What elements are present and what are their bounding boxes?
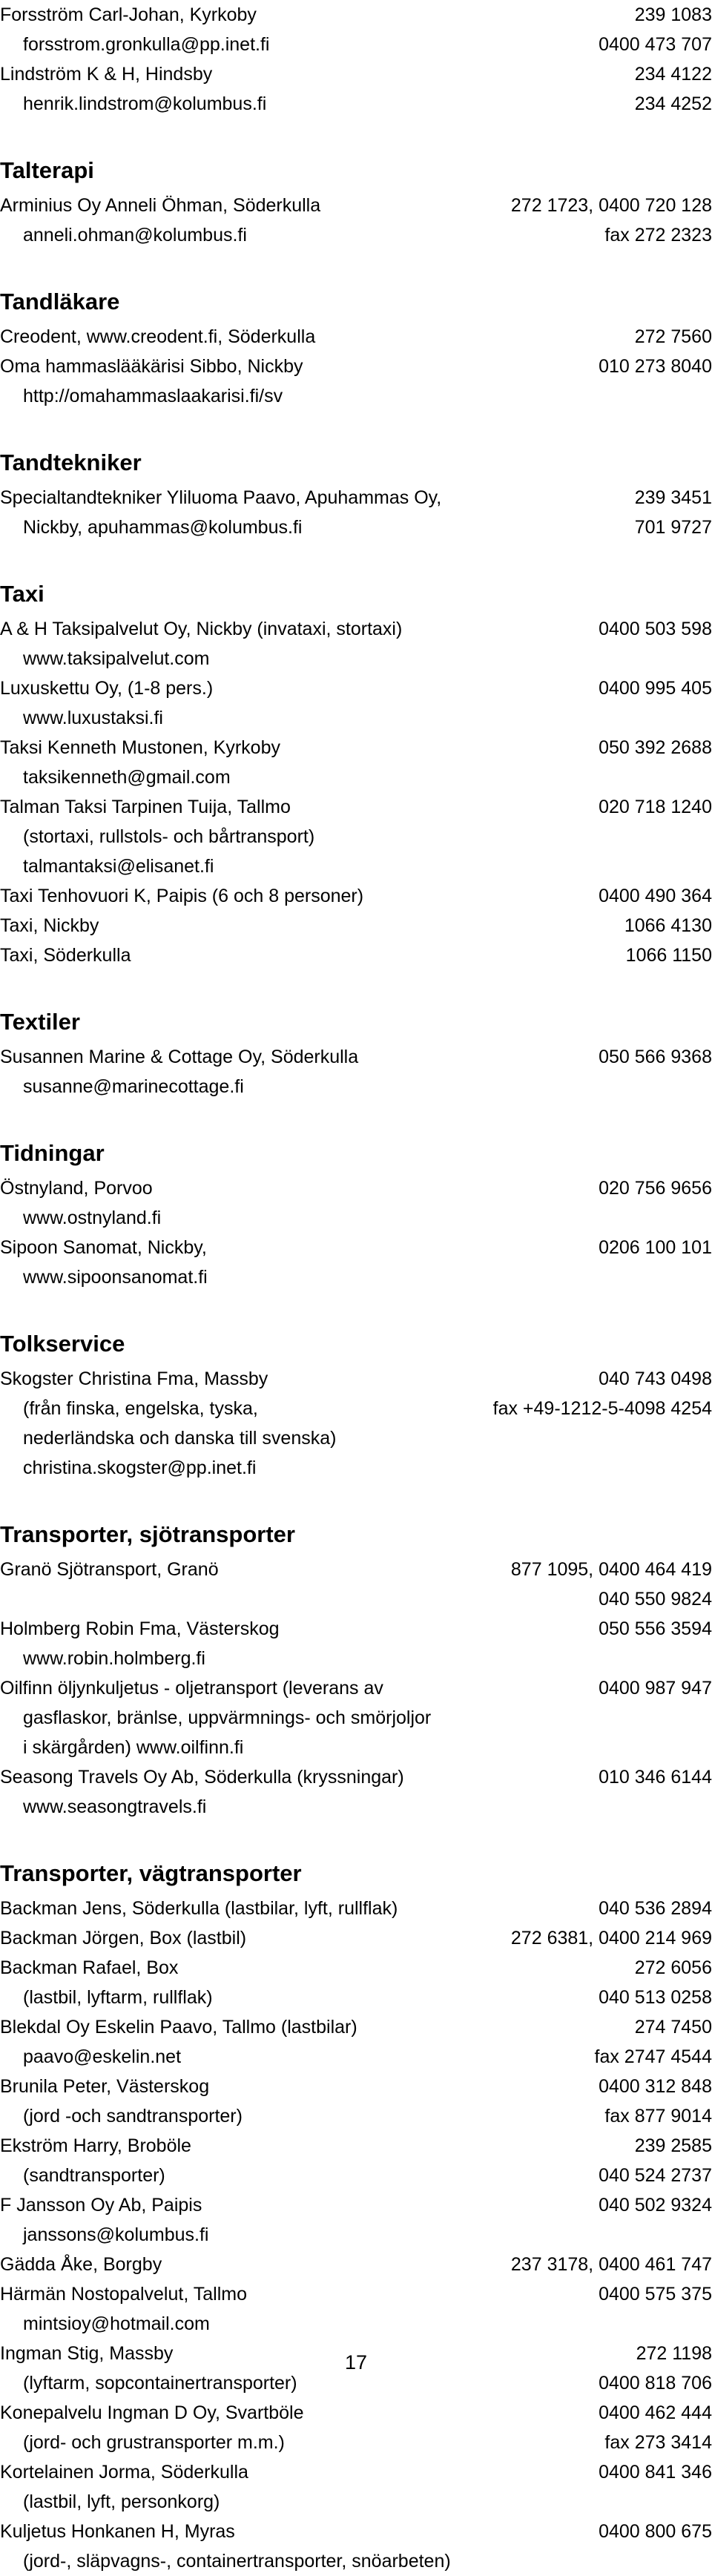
directory-entry (0, 1042, 712, 1072)
entry-phone: fax 877 9014 (604, 2105, 712, 2127)
directory-entry (0, 59, 712, 89)
entry-phone: 010 273 8040 (599, 355, 712, 377)
directory-entry (0, 2012, 712, 2042)
entry-name: susanne@marinecottage.fi (23, 1075, 244, 1097)
entry-name: www.taksipalvelut.com (23, 648, 210, 669)
entry-phone: 0400 987 947 (599, 1677, 712, 1699)
entry-name: F Jansson Oy Ab, Paipis (0, 2194, 202, 2216)
entry-phone: 040 550 9824 (599, 1588, 712, 1610)
entry-phone: 050 566 9368 (599, 1046, 712, 1067)
entry-name: Ingman Stig, Massby (0, 2342, 174, 2364)
directory-entry (0, 1262, 712, 1292)
entry-name: http://omahammaslaakarisi.fi/sv (23, 385, 283, 406)
directory-entry (0, 1673, 712, 1703)
entry-name: Östnyland, Porvoo (0, 1177, 153, 1199)
entry-phone: 234 4122 (634, 63, 712, 85)
directory-entry (0, 30, 712, 59)
directory-entry (0, 1555, 712, 1584)
entry-phone: 050 392 2688 (599, 737, 712, 758)
directory-entry (0, 1072, 712, 1101)
entry-phone: 0400 575 375 (599, 2283, 712, 2305)
entry-name: www.ostnyland.fi (23, 1207, 162, 1228)
entry-name: Taxi, Söderkulla (0, 944, 131, 966)
entry-name: (lyftarm, sopcontainertransporter) (23, 2372, 297, 2394)
directory-entry (0, 2190, 712, 2220)
entry-name: i skärgården) www.oilfinn.fi (23, 1736, 244, 1758)
entry-name: Backman Jens, Söderkulla (lastbilar, lyft, rullflak) (0, 1897, 398, 1919)
entry-name: Susannen Marine & Cottage Oy, Söderkulla (0, 1046, 359, 1067)
directory-entry (0, 220, 712, 250)
directory-entry (0, 614, 712, 644)
directory-entry (0, 2101, 712, 2131)
entry-name: forsstrom.gronkulla@pp.inet.fi (23, 33, 270, 55)
entry-name: Luxuskettu Oy, (1-8 pers.) (0, 677, 214, 699)
directory-entry (0, 381, 712, 411)
directory-entry (0, 762, 712, 792)
directory-entry (0, 1792, 712, 1822)
entry-phone: 274 7450 (634, 2016, 712, 2038)
entry-name: A & H Taksipalvelut Oy, Nickby (invataxi, stortaxi) (0, 618, 403, 639)
directory-entry (0, 2131, 712, 2161)
directory-section (0, 286, 712, 411)
section-heading: Textiler (0, 1009, 80, 1035)
entry-name: (jord- och grustransporter m.m.) (23, 2431, 285, 2453)
entry-phone: 272 1198 (636, 2342, 712, 2364)
entry-phone: 0400 995 405 (599, 677, 712, 699)
directory-entry (0, 1923, 712, 1953)
directory-entry (0, 2398, 712, 2428)
directory-entry (0, 1644, 712, 1673)
entry-name: Gädda Åke, Borgby (0, 2253, 162, 2275)
directory-section (0, 155, 712, 250)
entry-name: (jord -och sandtransporter) (23, 2105, 243, 2127)
entry-phone: 0400 818 706 (599, 2372, 712, 2394)
entry-phone: 701 9727 (634, 516, 712, 538)
entry-phone: 237 3178, 0400 461 747 (510, 2253, 712, 2275)
section-heading: Tandtekniker (0, 449, 142, 475)
entry-phone: 272 7560 (634, 326, 712, 347)
entry-name: Nickby, apuhammas@kolumbus.fi (23, 516, 303, 538)
entry-phone: fax 272 2323 (604, 224, 712, 246)
entry-phone: 239 2585 (634, 2135, 712, 2156)
directory-entry (0, 352, 712, 381)
directory-entry (0, 513, 712, 542)
directory-section (0, 0, 712, 119)
directory-entry (0, 2220, 712, 2250)
directory-entry (0, 2428, 712, 2457)
directory-entry (0, 673, 712, 703)
directory-entry (0, 1394, 712, 1423)
directory-entry (0, 2487, 712, 2517)
section-heading: Transporter, vägtransporter (0, 1860, 302, 1886)
entry-phone: fax +49-1212-5-4098 4254 (492, 1397, 712, 1419)
entry-name: Oma hammaslääkärisi Sibbo, Nickby (0, 355, 303, 377)
entry-phone: 0400 841 346 (599, 2461, 712, 2483)
directory-entry (0, 1584, 712, 1614)
directory-entry (0, 483, 712, 513)
entry-name: Kuljetus Honkanen H, Myras (0, 2520, 235, 2542)
section-heading: Tidningar (0, 1140, 105, 1166)
page-number: 17 (344, 2351, 368, 2374)
entry-name: mintsioy@hotmail.com (23, 2313, 210, 2334)
entry-phone: 0400 800 675 (599, 2520, 712, 2542)
entry-phone: 050 556 3594 (599, 1618, 712, 1639)
entry-name: Specialtandtekniker Yliluoma Paavo, Apuhammas Oy, (0, 487, 442, 508)
entry-phone: 1066 4130 (624, 915, 712, 936)
entry-name: Blekdal Oy Eskelin Paavo, Tallmo (lastbilar) (0, 2016, 357, 2038)
directory-entry (0, 2042, 712, 2072)
entry-phone: 040 502 9324 (599, 2194, 712, 2216)
entry-phone: 239 3451 (634, 487, 712, 508)
entry-name: anneli.ohman@kolumbus.fi (23, 224, 247, 246)
directory-entry (0, 881, 712, 911)
entry-name: henrik.lindstrom@kolumbus.fi (23, 93, 267, 114)
directory-entry (0, 2309, 712, 2339)
directory-entry (0, 1364, 712, 1394)
directory-entry (0, 1894, 712, 1923)
directory-entry (0, 1173, 712, 1203)
entry-name: Sipoon Sanomat, Nickby, (0, 1236, 207, 1258)
directory-entry (0, 851, 712, 881)
directory-entry (0, 2250, 712, 2279)
directory-entry (0, 2279, 712, 2309)
directory-entry (0, 89, 712, 119)
entry-phone: 040 536 2894 (599, 1897, 712, 1919)
entry-name: paavo@eskelin.net (23, 2046, 182, 2067)
directory-entry (0, 1233, 712, 1262)
section-heading: Talterapi (0, 157, 94, 183)
entry-name: Taxi, Nickby (0, 915, 99, 936)
entry-phone: 0400 462 444 (599, 2402, 712, 2423)
entry-name: Holmberg Robin Fma, Västerskog (0, 1618, 280, 1639)
entry-phone: 272 1723, 0400 720 128 (510, 194, 712, 216)
entry-phone: 020 718 1240 (599, 796, 712, 817)
entry-phone: 010 346 6144 (599, 1766, 712, 1788)
entry-phone: 239 1083 (634, 4, 712, 25)
directory-entry (0, 911, 712, 941)
entry-name: Härmän Nostopalvelut, Tallmo (0, 2283, 248, 2305)
entry-name: Lindström K & H, Hindsby (0, 63, 213, 85)
entry-name: Backman Jörgen, Box (lastbil) (0, 1927, 247, 1949)
section-heading: Tolkservice (0, 1331, 125, 1357)
directory-section (0, 1007, 712, 1101)
directory-entry (0, 0, 712, 30)
entry-name: (jord-, släpvagns-, containertransporter, snöarbeten) (23, 2550, 451, 2572)
entry-phone: 272 6056 (634, 1957, 712, 1978)
directory-entry (0, 2161, 712, 2190)
entry-name: Oilfinn öljynkuljetus - oljetransport (leverans av (0, 1677, 383, 1699)
entry-name: Brunila Peter, Västerskog (0, 2075, 210, 2097)
directory-section (0, 1138, 712, 1292)
directory-section (0, 447, 712, 542)
directory-entry (0, 733, 712, 762)
directory-entry (0, 1203, 712, 1233)
entry-name: www.sipoonsanomat.fi (23, 1266, 208, 1288)
entry-name: Ekström Harry, Broböle (0, 2135, 191, 2156)
entry-name: nederländska och danska till svenska) (23, 1427, 337, 1449)
directory-entry (0, 1453, 712, 1483)
entry-name: talmantaksi@elisanet.fi (23, 855, 214, 877)
section-heading: Taxi (0, 581, 44, 607)
entry-name: Seasong Travels Oy Ab, Söderkulla (kryssningar) (0, 1766, 404, 1788)
entry-phone: 0400 473 707 (599, 33, 712, 55)
entry-name: Backman Rafael, Box (0, 1957, 179, 1978)
entry-phone: 1066 1150 (625, 944, 712, 966)
entry-phone: 0206 100 101 (599, 1236, 712, 1258)
directory-section (0, 1519, 712, 1822)
entry-phone: 020 756 9656 (599, 1177, 712, 1199)
entry-name: www.luxustaksi.fi (23, 707, 163, 728)
entry-phone: 0400 490 364 (599, 885, 712, 906)
directory-entry (0, 703, 712, 733)
entry-name: janssons@kolumbus.fi (23, 2224, 209, 2245)
entry-phone: 040 743 0498 (599, 1368, 712, 1389)
entry-name: Konepalvelu Ingman D Oy, Svartböle (0, 2402, 304, 2423)
entry-name: Skogster Christina Fma, Massby (0, 1368, 268, 1389)
directory-entry (0, 1703, 712, 1733)
entry-phone: 040 524 2737 (599, 2164, 712, 2186)
entry-name: Taxi Tenhovuori K, Paipis (6 och 8 personer) (0, 885, 364, 906)
section-heading: Transporter, sjötransporter (0, 1521, 295, 1547)
entry-phone: 877 1095, 0400 464 419 (510, 1558, 712, 1580)
entry-name: (stortaxi, rullstols- och bårtransport) (23, 826, 315, 847)
directory-entry (0, 1614, 712, 1644)
directory-section (0, 1858, 712, 2576)
directory-entry (0, 191, 712, 220)
entry-phone: 040 513 0258 (599, 1986, 712, 2008)
entry-name: www.seasongtravels.fi (23, 1796, 207, 1817)
entry-name: Kortelainen Jorma, Söderkulla (0, 2461, 248, 2483)
entry-phone: fax 2747 4544 (594, 2046, 712, 2067)
entry-name: Arminius Oy Anneli Öhman, Söderkulla (0, 194, 321, 216)
entry-name: gasflaskor, bränlse, uppvärmnings- och smörjoljor (23, 1707, 432, 1728)
entry-phone: 0400 503 598 (599, 618, 712, 639)
directory-entry (0, 822, 712, 851)
directory-entry (0, 2457, 712, 2487)
entry-phone: 234 4252 (634, 93, 712, 114)
directory-entry (0, 322, 712, 352)
directory-entry (0, 2072, 712, 2101)
entry-name: Granö Sjötransport, Granö (0, 1558, 219, 1580)
entry-name: Forsström Carl-Johan, Kyrkoby (0, 4, 257, 25)
entry-name: (lastbil, lyftarm, rullflak) (23, 1986, 213, 2008)
entry-name: Creodent, www.creodent.fi, Söderkulla (0, 326, 316, 347)
entry-name: christina.skogster@pp.inet.fi (23, 1457, 257, 1478)
directory-entry (0, 941, 712, 970)
entry-name: www.robin.holmberg.fi (23, 1647, 205, 1669)
entry-name: (från finska, engelska, tyska, (23, 1397, 258, 1419)
directory-entry (0, 2517, 712, 2546)
directory-entry (0, 1953, 712, 1983)
entry-name: taksikenneth@gmail.com (23, 766, 231, 788)
directory-section (0, 579, 712, 970)
directory-entry (0, 1983, 712, 2012)
entry-phone: 0400 312 848 (599, 2075, 712, 2097)
section-heading: Tandläkare (0, 289, 120, 314)
directory-entry (0, 2546, 712, 2576)
entry-phone: fax 273 3414 (604, 2431, 712, 2453)
directory-entry (0, 792, 712, 822)
directory-section (0, 1328, 712, 1483)
directory-entry (0, 1733, 712, 1762)
entry-name: Talman Taksi Tarpinen Tuija, Tallmo (0, 796, 291, 817)
entry-phone: 272 6381, 0400 214 969 (510, 1927, 712, 1949)
entry-name: Taksi Kenneth Mustonen, Kyrkoby (0, 737, 280, 758)
directory-entry (0, 1423, 712, 1453)
directory-entry (0, 1762, 712, 1792)
directory-entry (0, 644, 712, 673)
entry-name: (lastbil, lyft, personkorg) (23, 2491, 220, 2512)
entry-name: (sandtransporter) (23, 2164, 165, 2186)
